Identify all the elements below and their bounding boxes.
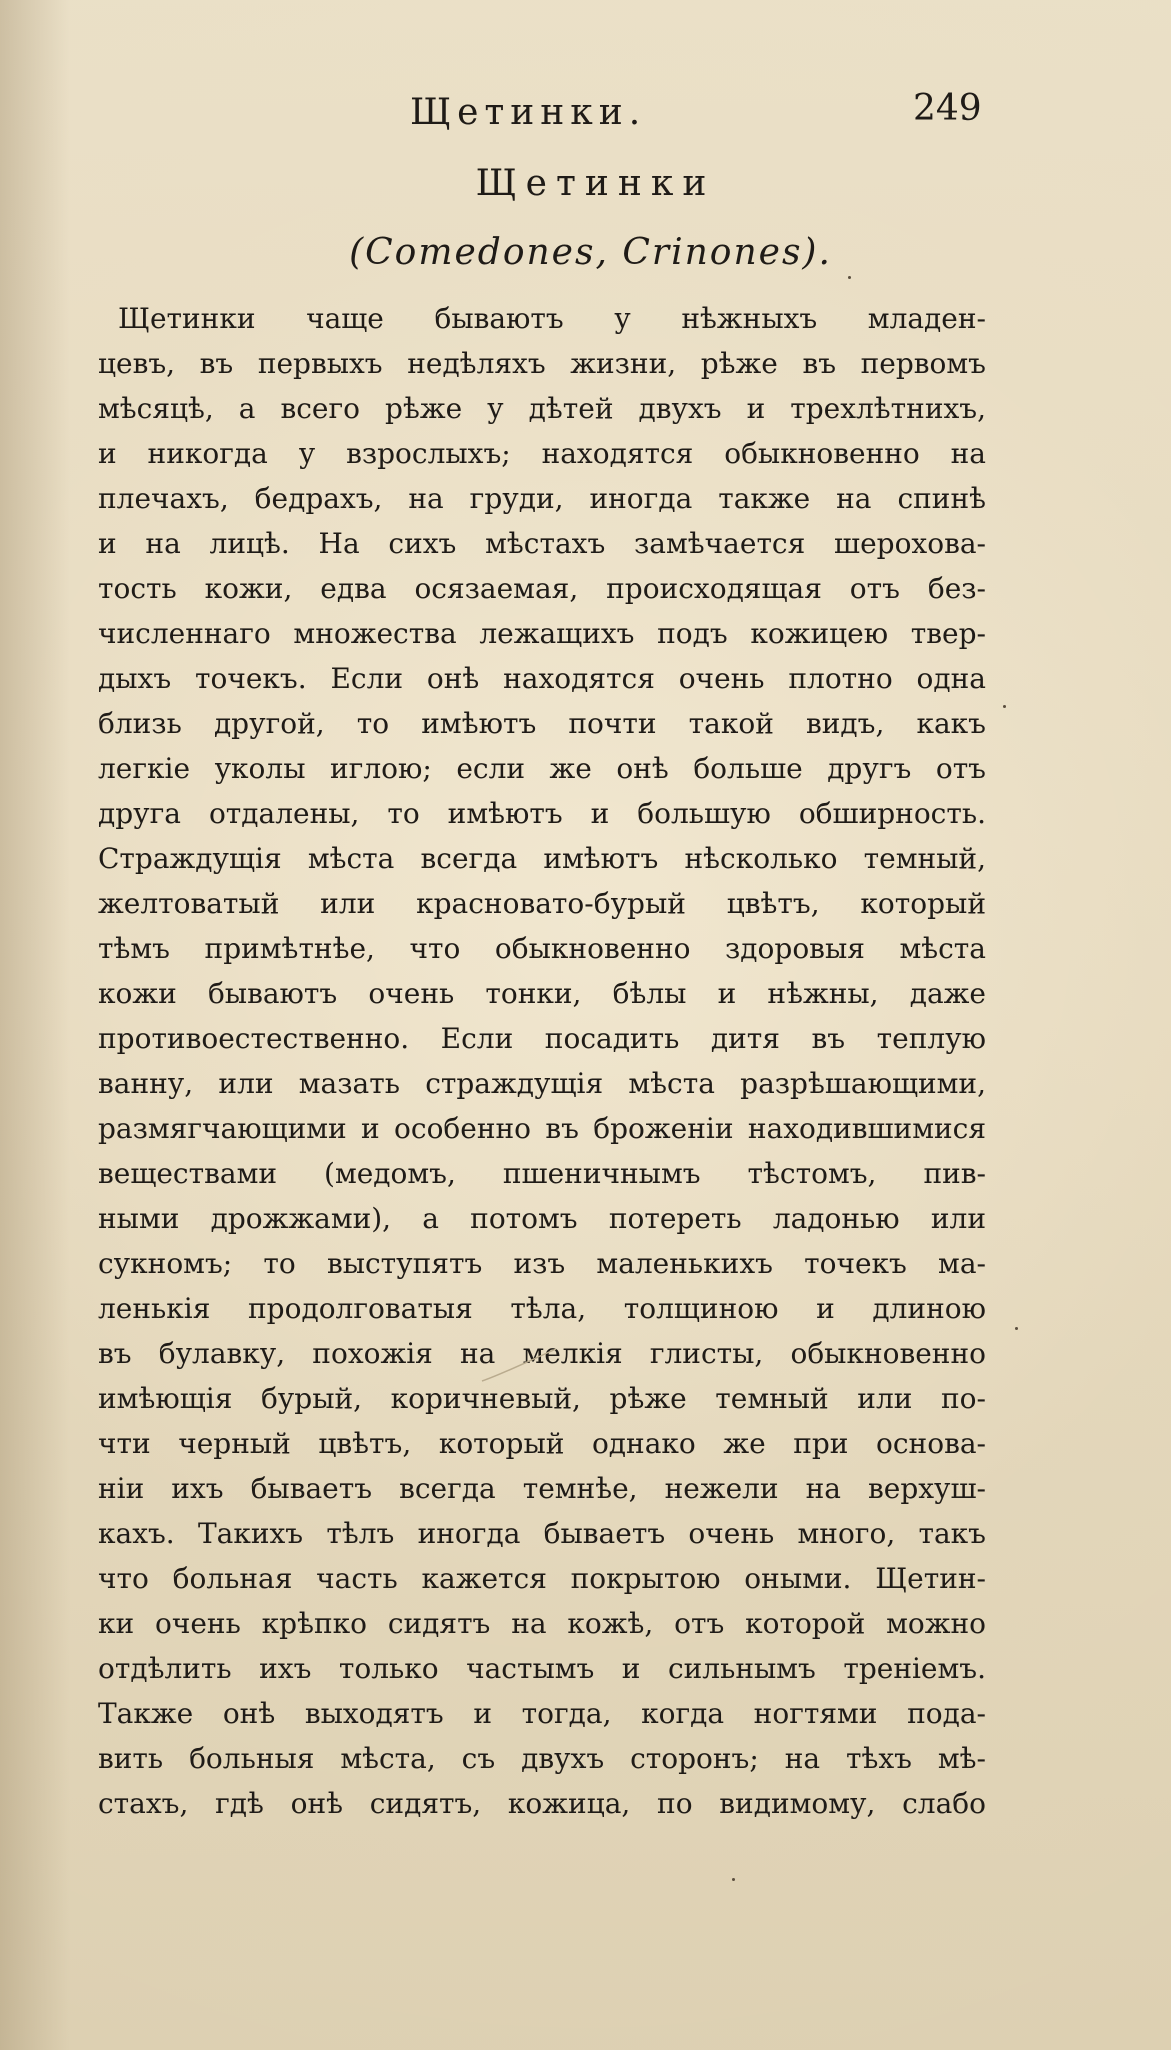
paper-speck	[1003, 705, 1006, 708]
text-line: ванну, или мазать страждущія мѣста разрѣшающими,	[98, 1067, 986, 1100]
text-line: Страждущія мѣста всегда имѣютъ нѣсколько темный,	[98, 842, 986, 875]
body-text	[98, 296, 986, 1826]
text-line: въ булавку, похожія на мелкія глисты, обыкновенно	[98, 1337, 986, 1370]
text-line: ніи ихъ бываетъ всегда темнѣе, нежели на верхуш-	[98, 1472, 986, 1505]
text-line: дыхъ точекъ. Если онѣ находятся очень плотно одна	[98, 662, 986, 695]
text-line: противоестественно. Если посадить дитя въ теплую	[98, 1022, 986, 1055]
text-line: легкіе уколы иглою; если же онѣ больше другъ отъ	[98, 752, 986, 785]
paper-speck	[732, 1878, 735, 1881]
text-line: тость кожи, едва осязаемая, происходящая отъ без-	[98, 572, 986, 605]
text-line: численнаго множества лежащихъ подъ кожицею твер-	[98, 617, 986, 650]
text-line: Щетинки чаще бываютъ у нѣжныхъ младен-	[118, 302, 986, 335]
text-line: ленькія продолговатыя тѣла, толщиною и длиною	[98, 1292, 986, 1325]
text-line: близь другой, то имѣютъ почти такой видъ, какъ	[98, 707, 986, 740]
text-line: что больная часть кажется покрытою оными. Щетин-	[98, 1562, 986, 1595]
running-head: Щетинки.	[410, 92, 647, 133]
text-line: кожи бываютъ очень тонки, бѣлы и нѣжны, даже	[98, 977, 986, 1010]
text-line: ки очень крѣпко сидятъ на кожѣ, отъ которой можно	[98, 1607, 986, 1640]
text-line: имѣющія бурый, коричневый, рѣже темный или по-	[98, 1382, 986, 1415]
text-line: отдѣлить ихъ только частымъ и сильнымъ треніемъ.	[98, 1652, 986, 1685]
text-line: друга отдалены, то имѣютъ и большую обширность.	[98, 797, 986, 830]
page-number: 249	[913, 88, 982, 129]
ink-stroke	[480, 1345, 560, 1385]
text-line: ными дрожжами), а потомъ потереть ладонью или	[98, 1202, 986, 1235]
text-line: чти черный цвѣтъ, который однако же при основа-	[98, 1427, 986, 1460]
text-line: мѣсяцѣ, а всего рѣже у дѣтей двухъ и трехлѣтнихъ,	[98, 392, 986, 425]
text-line: тѣмъ примѣтнѣе, что обыкновенно здоровыя мѣста	[98, 932, 986, 965]
text-line: и на лицѣ. На сихъ мѣстахъ замѣчается шерохова-	[98, 527, 986, 560]
text-line: стахъ, гдѣ онѣ сидятъ, кожица, по видимому, слабо	[98, 1787, 986, 1820]
section-subtitle: (Comedones, Crinones).	[349, 232, 832, 273]
section-title: Щетинки	[475, 163, 716, 204]
text-line: цевъ, въ первыхъ недѣляхъ жизни, рѣже въ первомъ	[98, 347, 986, 380]
text-line: плечахъ, бедрахъ, на груди, иногда также на спинѣ	[98, 482, 986, 515]
paper-speck	[848, 276, 851, 279]
text-line: и никогда у взрослыхъ; находятся обыкновенно на	[98, 437, 986, 470]
text-line: вить больныя мѣста, съ двухъ сторонъ; на тѣхъ мѣ-	[98, 1742, 986, 1775]
text-line: желтоватый или красновато-бурый цвѣтъ, который	[98, 887, 986, 920]
text-line: веществами (медомъ, пшеничнымъ тѣстомъ, пив-	[98, 1157, 986, 1190]
paper-speck	[1015, 1327, 1018, 1330]
text-line: сукномъ; то выступятъ изъ маленькихъ точекъ ма-	[98, 1247, 986, 1280]
text-line: размягчающими и особенно въ броженіи находившимися	[98, 1112, 986, 1145]
text-line: Также онѣ выходятъ и тогда, когда ногтями пода-	[98, 1697, 986, 1730]
text-line: кахъ. Такихъ тѣлъ иногда бываетъ очень много, такъ	[98, 1517, 986, 1550]
